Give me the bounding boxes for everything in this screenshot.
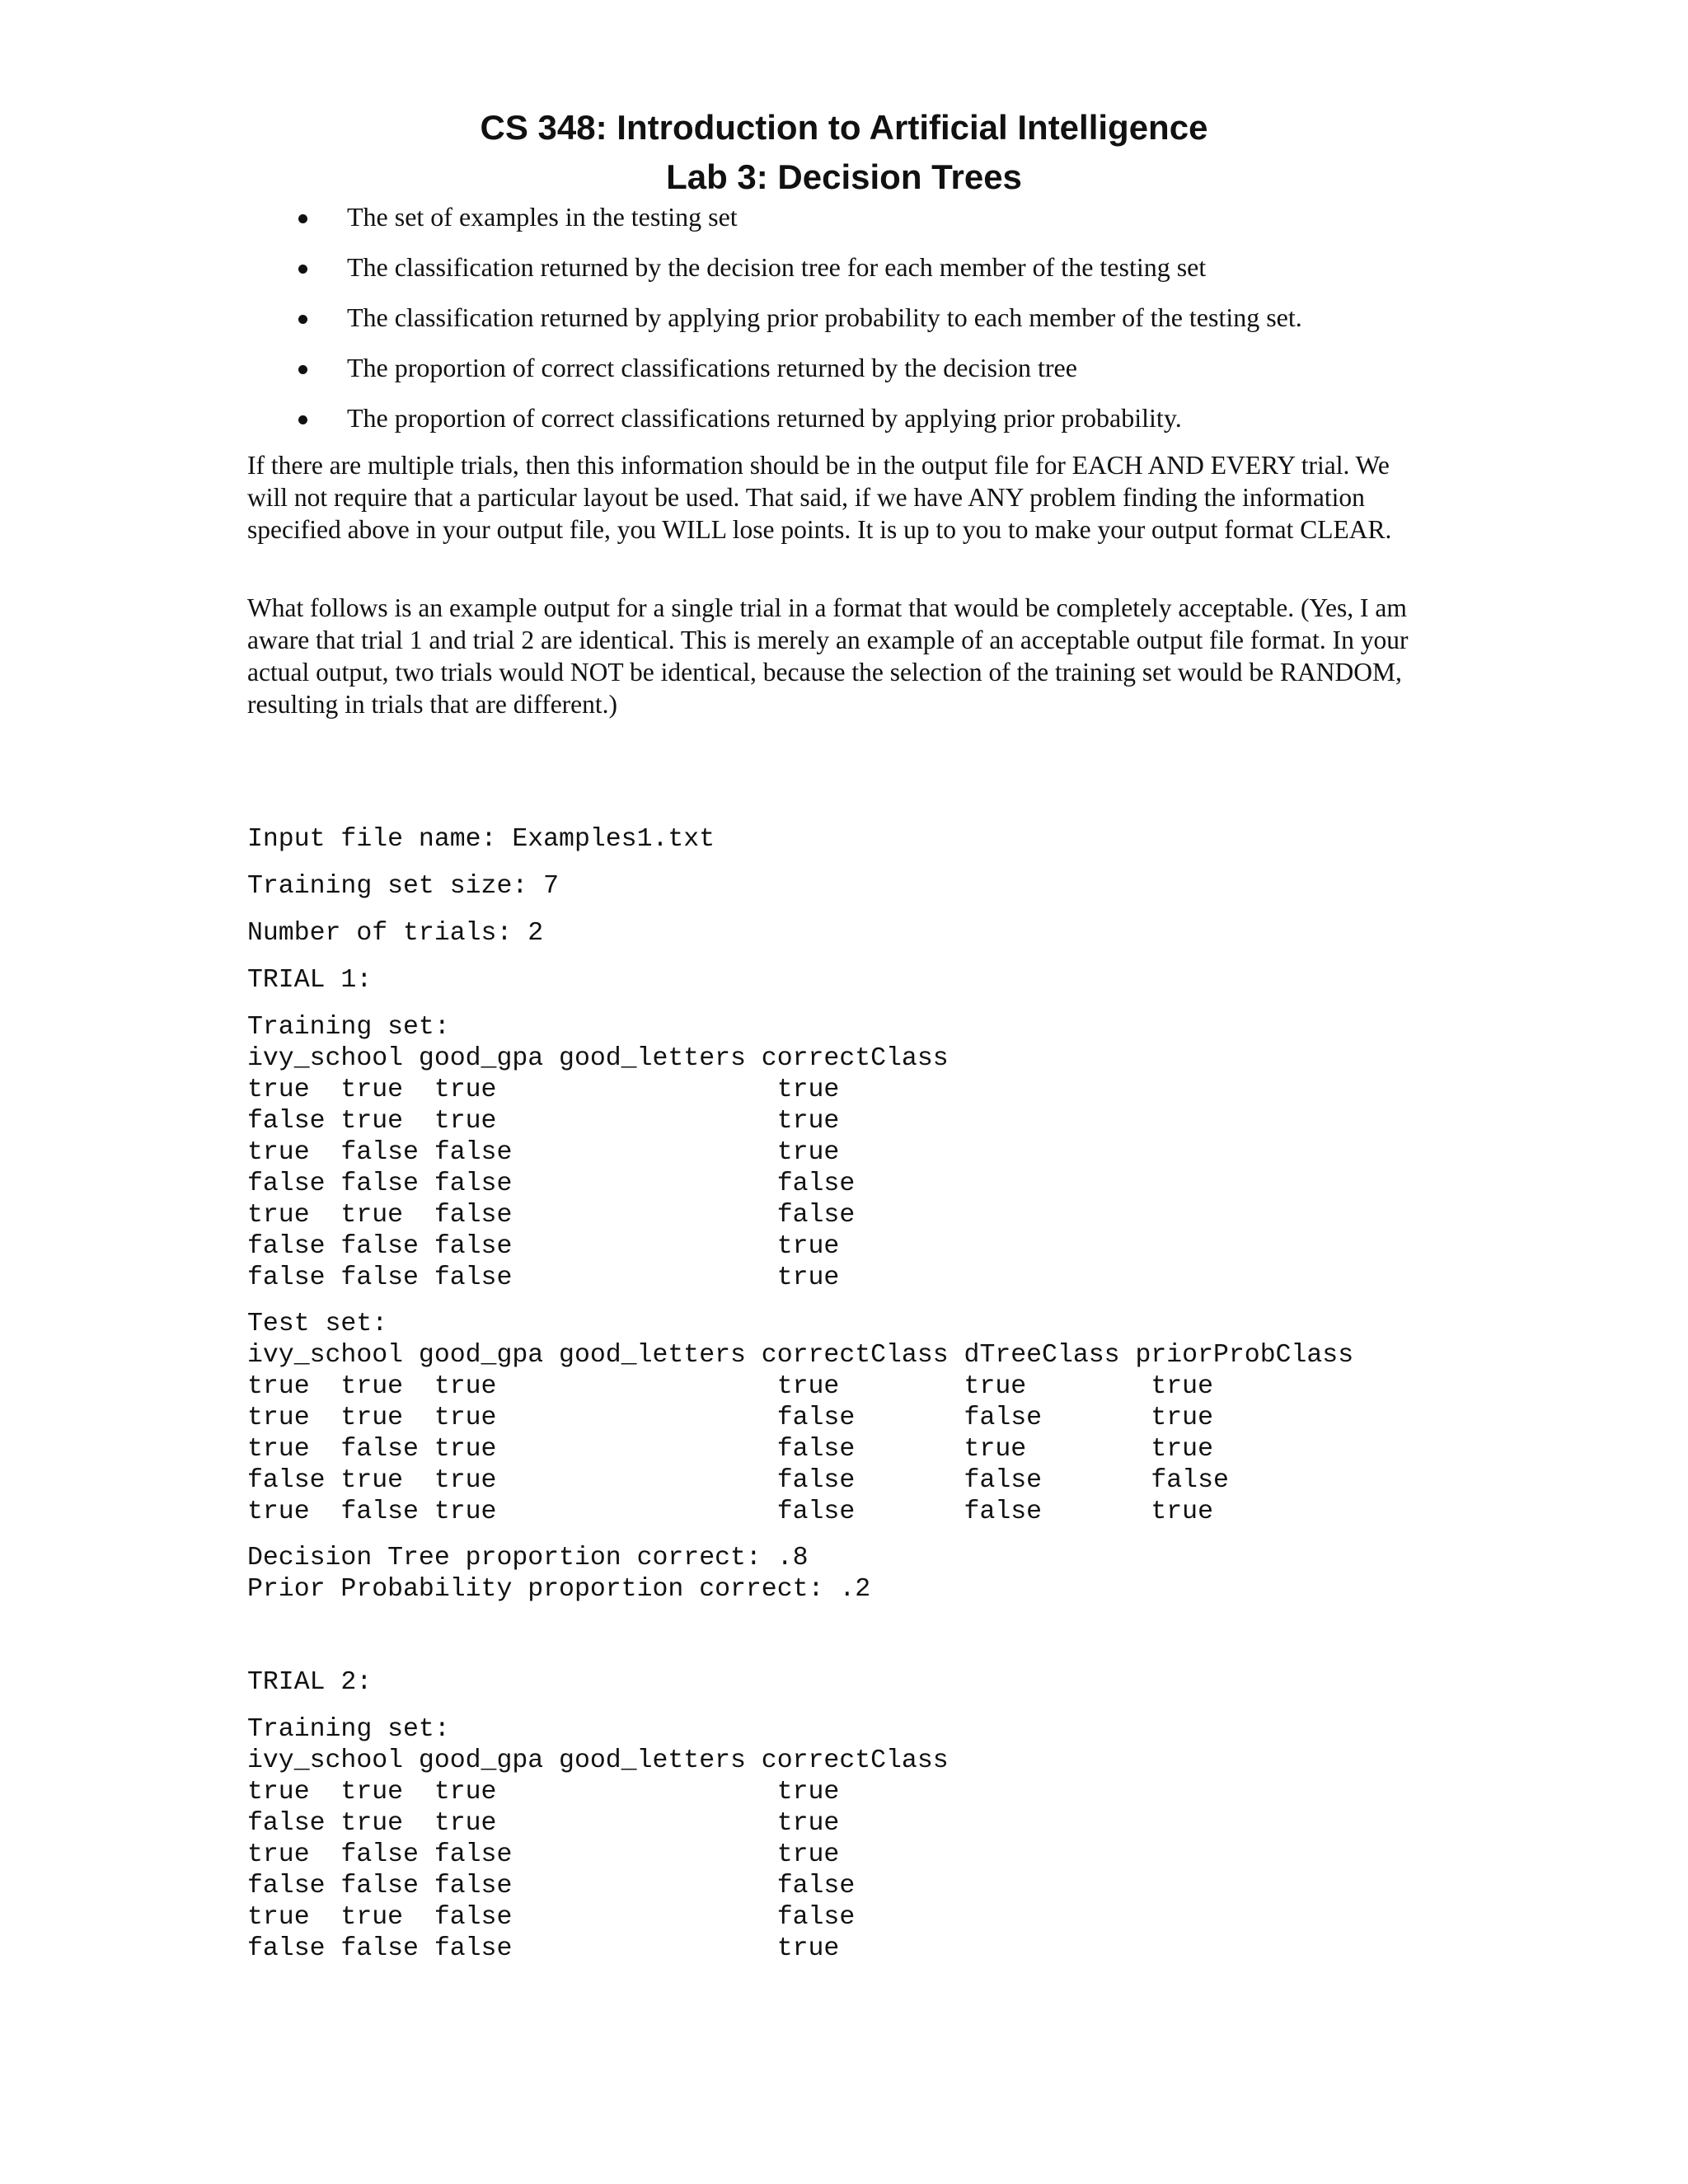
bullet-icon <box>298 315 307 324</box>
output-input-file-line: Input file name: Examples1.txt <box>247 825 715 854</box>
trial-2-training-set: Training set: ivy_school good_gpa good_letters correctClass true true true true false true true true true false false true false false false false true true false false false false false true <box>247 1715 949 1963</box>
requirements-list <box>293 196 1302 448</box>
output-num-trials-line: Number of trials: 2 <box>247 919 544 948</box>
trial-1-header: TRIAL 1: <box>247 966 373 995</box>
trial-1-summary: Decision Tree proportion correct: .8 Prior Probability proportion correct: .2 <box>247 1544 871 1604</box>
paragraph-multiple-trials: If there are multiple trials, then this information should be in the output file for EACH AND EVERY trial. We will not require that a particular layout be used. That said, if we have ANY problem finding the information specified above in your output file, you WILL lose points. It is up to you to make your output format CLEAR. <box>247 451 1392 544</box>
list-item <box>293 397 1302 448</box>
trial-2-header: TRIAL 2: <box>247 1668 373 1697</box>
list-item-text: The proportion of correct classifications returned by the decision tree <box>347 353 1077 382</box>
list-item-text: The classification returned by the decision tree for each member of the testing set <box>347 252 1207 282</box>
list-item <box>293 297 1302 347</box>
output-training-size-line: Training set size: 7 <box>247 872 560 901</box>
list-item-text: The proportion of correct classifications returned by applying prior probability. <box>347 403 1182 433</box>
paragraph-example-output: What follows is an example output for a single trial in a format that would be completely acceptable. (Yes, I am aware that trial 1 and trial 2 are identical. This is merely an example of an acceptable output file format. In your actual output, two trials would NOT be identical, because the selection of the training set would be RANDOM, resulting in trials that are different.) <box>247 593 1409 719</box>
trial-1-test-set: Test set: ivy_school good_gpa good_letters correctClass dTreeClass priorProbClass true true true true true true true true true false false true true false true false true true false true true false false false true false true false false true <box>247 1310 1354 1526</box>
list-item-text: The set of examples in the testing set <box>347 202 738 232</box>
list-item <box>293 196 1302 246</box>
page-title: CS 348: Introduction to Artificial Intelligence <box>480 108 1208 147</box>
page-subtitle: Lab 3: Decision Trees <box>666 157 1022 196</box>
bullet-icon <box>298 415 307 424</box>
bullet-icon <box>298 214 307 223</box>
trial-1-training-set: Training set: ivy_school good_gpa good_letters correctClass true true true true false true true true true false false true false false false false true true false false false false false true false false false true <box>247 1013 949 1292</box>
list-item <box>293 246 1302 297</box>
list-item-text: The classification returned by applying prior probability to each member of the testing set. <box>347 302 1302 332</box>
list-item <box>293 347 1302 397</box>
bullet-icon <box>298 365 307 374</box>
bullet-icon <box>298 265 307 274</box>
